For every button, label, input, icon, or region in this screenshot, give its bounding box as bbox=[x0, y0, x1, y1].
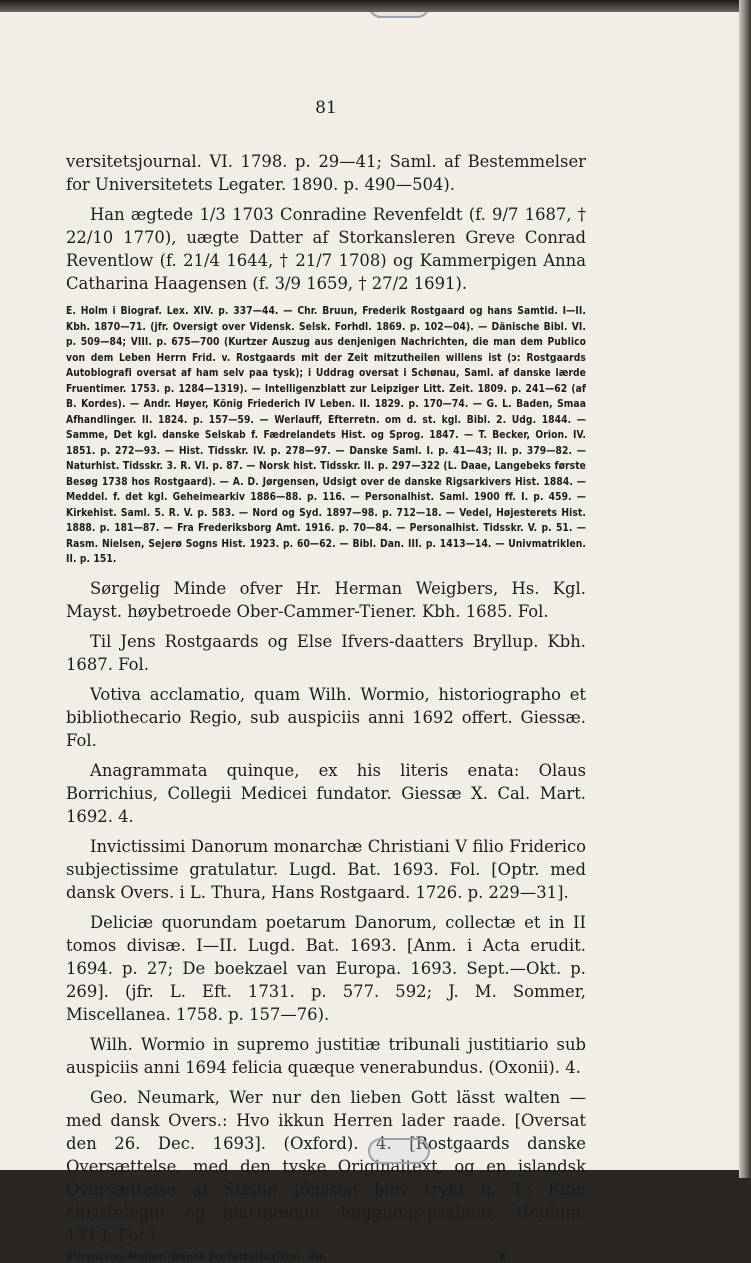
page-content bbox=[66, 98, 586, 1263]
entry: Sørgelig Minde ofver Hr. Herman Weigbers, Hs. Kgl. Mayst. høybetroede Ober-Cammer-Tiener. Kbh. 1685. Fol. bbox=[66, 578, 586, 621]
marriage-paragraph: Han ægtede 1/3 1703 Conradine Revenfeldt (f. 9/7 1687, † 22/10 1770), uægte Datter af Storkansleren Greve Conrad Reventlow (f. 21/4 1644, † 21/7 1708) og Kammerpigen Anna Catharina Haagensen (f. 3/9 1659, † 27/2 1691). bbox=[66, 205, 586, 293]
paper-clip-icon bbox=[368, 1138, 430, 1164]
page-footer bbox=[66, 1252, 586, 1263]
scan-right-edge bbox=[739, 0, 751, 1178]
entry: Votiva acclamatio, quam Wilh. Wormio, historiographo et bibliothecario Regio, sub auspiciis anni 1692 offert. Giessæ. Fol. bbox=[66, 684, 586, 750]
intro-paragraph: versitetsjournal. VI. 1798. p. 29—41; Saml. af Bestemmelser for Universitetets Legater. 1890. p. 490—504). bbox=[66, 152, 586, 194]
entry: Geo. Neumark, Wer nur den lieben Gott lässt walten — med dansk Overs.: Hvo ikkun Herren lader raade. [Oversat den 26. Dec. 1693]. (Oxford). 4. [Rostgaards danske Oversættelse, med den tyske Originaltext, og en islandsk Oversættelse af Steinn Jónsson blev trykt u. T.: Einn christelegur og hiartnæmur huggunar-psalmur. Hoolum. 1713. Fol.). bbox=[66, 1087, 586, 1245]
entry: Wilh. Wormio in supremo justitiæ tribunali justitiario sub auspiciis anni 1694 felicia quæque venerabundus. (Oxonii). 4. bbox=[66, 1034, 586, 1077]
footer-title: Ehrencron-Müller: Dansk Forfatterlexikon. VII. bbox=[66, 1251, 327, 1263]
entry: Invictissimi Danorum monarchæ Christiani V filio Friderico subjectissime gratulatur. Lugd. Bat. 1693. Fol. [Optr. med dansk Overs. i L. Thura, Hans Rostgaard. 1726. p. 229—31]. bbox=[66, 836, 586, 902]
scan-top-edge bbox=[0, 0, 751, 12]
page-number: 81 bbox=[315, 98, 337, 118]
entry: Anagrammata quinque, ex his literis enata: Olaus Borrichius, Collegii Medicei fundator. Giessæ X. Cal. Mart. 1692. 4. bbox=[66, 760, 586, 826]
entry: Deliciæ quorundam poetarum Danorum, collectæ et in II tomos divisæ. I—II. Lugd. Bat. 1693. [Anm. i Acta erudit. 1694. p. 27; De boekzael van Europa. 1693. Sept.—Okt. p. 269]. (jfr. L. Eft. 1731. p. 577. 592; J. M. Sommer, Miscellanea. 1758. p. 157—76). bbox=[66, 912, 586, 1024]
references-block: E. Holm i Biograf. Lex. XIV. p. 337—44. — Chr. Bruun, Frederik Rostgaard og hans Samtid. I—II. Kbh. 1870—71. (jfr. Oversigt over Vidensk. Selsk. Forhdl. 1869. p. 102—04). — Dänische Bibl. VI. p. 509—84; VIII. p. 675—700 (Kurtzer Auszug aus denjenigen Nachrichten, die man dem Publico von dem Leben Herrn Frid. v. Rostgaards mit der Zeit mitzutheilen willens ist (ɔ: Rostgaards Autobiografi oversat af ham selv paa tysk); i Uddrag oversat i Schønau, Saml. af danske lærde Fruentimer. 1753. p. 1284—1319). — Intelligenzblatt zur Leipziger Litt. Zeit. 1809. p. 241—62 (af B. Kordes). — Andr. Høyer, König Friederich IV Leben. II. 1829. p. 170—74. — G. L. Baden, Smaa Afhandlinger. II. 1824. p. 157—59. — Werlauff, Efterretn. om d. st. kgl. Bibl. 2. Udg. 1844. — Samme, Det kgl. danske Selskab f. Fædrelandets Hist. og Sprog. 1847. — T. Becker, Orion. IV. 1851. p. 272—93. — Hist. Tidsskr. IV. p. 278—97. — Danske Saml. I. p. 41—43; II. p. 379—82. — Naturhist. Tidsskr. 3. R. VI. p. 87. — Norsk hist. Tidsskr. II. p. 297—322 (L. Daae, Langebeks første Besøg 1738 hos Rostgaard). — A. D. Jørgensen, Udsigt over de danske Rigsarkivers Hist. 1884. — Meddel. f. det kgl. Geheimearkiv 1886—88. p. 116. — Personalhist. Saml. 1900 ff. I. p. 459. — Kirkehist. Saml. 5. R. V. p. 583. — Nord og Syd. 1897—98. p. 712—18. — Vedel, Højesterets Hist. 1888. p. 181—87. — Fra Frederiksborg Amt. 1916. p. 70—84. — Personalhist. Tidsskr. V. p. 51. — Rasm. Nielsen, Sejerø Sogns Hist. 1923. p. 60—62. — Bibl. Dan. III. p. 1413—14. — Univmatriklen. II. p. 151. bbox=[66, 306, 586, 565]
entry: Til Jens Rostgaards og Else Ifvers-daatters Bryllup. Kbh. 1687. Fol. bbox=[66, 631, 586, 674]
footer-signature: 6 bbox=[499, 1251, 506, 1263]
